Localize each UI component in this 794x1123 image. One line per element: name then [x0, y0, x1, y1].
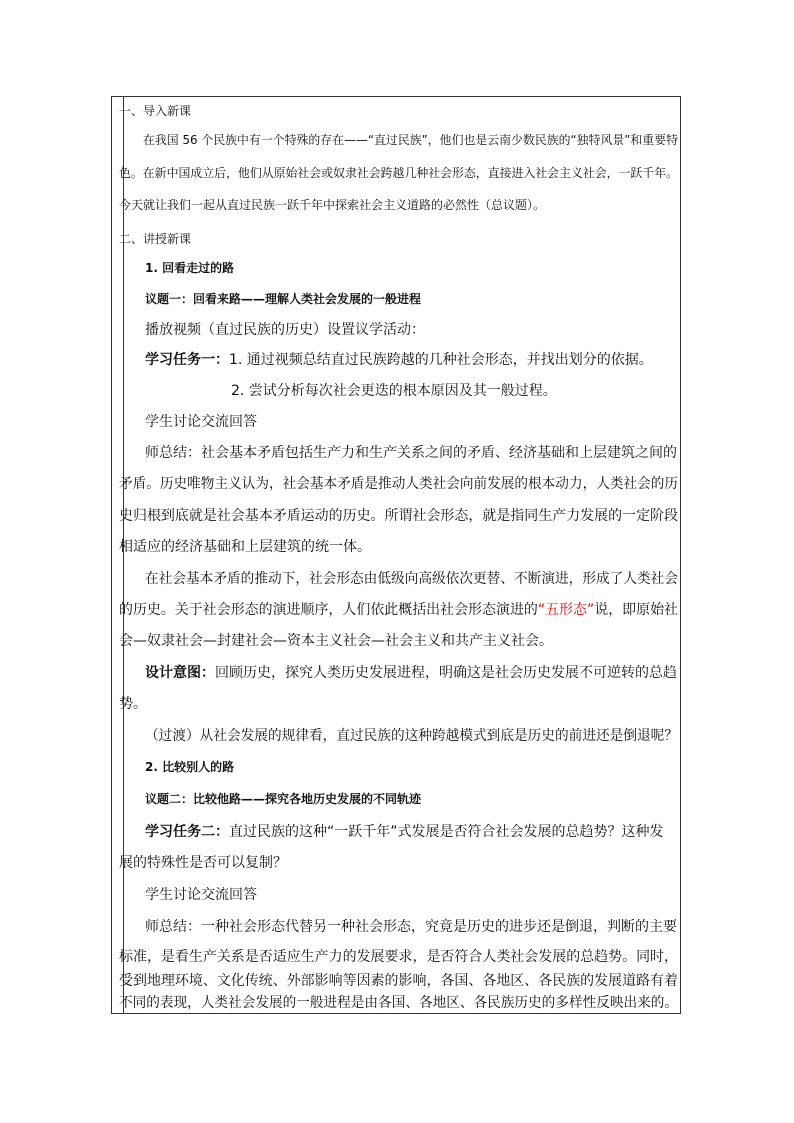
part2-discussion: 学生讨论交流回答: [145, 887, 257, 903]
intro-paragraph-line-3: 今天就让我们一起从直过民族一跃千年中探索社会主义道路的必然性（总议题）。: [119, 198, 546, 212]
part1-para2-line-3: 会—奴隶社会—封建社会—资本主义社会—社会主义和共产主义社会。: [119, 633, 553, 649]
part1-design-intent: [145, 666, 677, 680]
task2-label: 学习任务二：: [145, 824, 229, 840]
part1-title: 1. 回看走过的路: [145, 261, 235, 275]
intro-paragraph-line-1: 在我国 56 个民族中有一个特殊的存在——“直过民族”，他们也是云南少数民族的“独特风景”和重要特: [143, 133, 678, 147]
part1-summary-line-3: 史归根到底就是社会基本矛盾运动的历史。所谓社会形态，就是指同生产力发展的一定阶段: [119, 508, 678, 524]
part2-summary-line-2: 标准，是看生产关系是否适应生产力的发展要求，是否符合人类社会发展的总趋势。同时，: [119, 949, 678, 965]
part1-task-item-2: 2. 尝试分析每次社会更迭的根本原因及其一般过程。: [231, 383, 557, 399]
task2-text: 直过民族的这种“一跃千年”式发展是否符合社会发展的总趋势？这种发: [229, 824, 664, 840]
task1-label: 学习任务一：: [145, 352, 229, 368]
design-intent-text: 回顾历史，探究人类历史发展进程，明确这是社会历史发展不可逆转的总趋: [215, 665, 677, 681]
part2-summary-line-3: 受到地理环境、文化传统、外部影响等因素的影响，各国、各地区、各民族的发展道路有着: [119, 973, 678, 989]
part2-task-line-2: 展的特殊性是否可以复制？: [119, 855, 287, 871]
lesson-table: [111, 96, 681, 1014]
task1-item-1: 1. 通过视频总结直过民族跨越的几种社会形态，并找出划分的依据。: [229, 352, 653, 368]
intro-paragraph-line-2: 色。在新中国成立后，他们从原始社会或奴隶社会跨越几种社会形态，直接进入社会主义社会，一跃千年。: [119, 166, 678, 180]
para2-text: 的历史。关于社会形态的演进顺序，人们依此概括出社会形态演进的: [119, 602, 538, 618]
part1-design-intent-tail: 势。: [119, 696, 147, 712]
section-heading-intro: 一、导入新课: [119, 104, 192, 118]
five-forms-highlight: “五形态”: [537, 602, 595, 618]
part2-summary-line-1: 师总结：一种社会形态代替另一种社会形态，究竟是历史的进步还是倒退，判断的主要: [145, 919, 677, 935]
part1-video-line: 播放视频（直过民族的历史）设置议学活动：: [145, 322, 425, 338]
part1-topic: 议题一：回看来路——理解人类社会发展的一般进程: [145, 292, 422, 306]
part1-para2-line-2: [119, 603, 678, 617]
part2-summary-line-4: 不同的表现，人类社会发展的一般进程是由各国、各地区、各民族历史的多样性反映出来的。: [119, 995, 679, 1011]
para2-text-tail: 说，即原始社: [594, 602, 679, 618]
part1-summary-line-1: 师总结：社会基本矛盾包括生产力和生产关系之间的矛盾、经济基础和上层建筑之间的: [145, 445, 677, 461]
part2-title: 2. 比较别人的路: [145, 760, 235, 774]
part2-task-line-1: [145, 825, 664, 839]
design-intent-label: 设计意图：: [145, 665, 215, 681]
part1-task-line-1: [145, 353, 653, 367]
part1-para2-line-1: 在社会基本矛盾的推动下，社会形态由低级向高级依次更替、不断演进，形成了人类社会: [145, 571, 679, 587]
part1-discussion: 学生讨论交流回答: [145, 414, 257, 430]
part2-topic: 议题二：比较他路——探究各地历史发展的不同轨迹: [145, 792, 422, 806]
part1-summary-line-2: 矛盾。历史唯物主义认为，社会基本矛盾是推动人类社会向前发展的根本动力，人类社会的历: [119, 476, 679, 492]
transition-question: （过渡）从社会发展的规律看，直过民族的这种跨越模式到底是历史的前进还是倒退呢？: [145, 728, 679, 744]
section-heading-new-lesson: 二、讲授新课: [119, 232, 192, 246]
part1-summary-line-4: 相适应的经济基础和上层建筑的统一体。: [119, 539, 371, 555]
